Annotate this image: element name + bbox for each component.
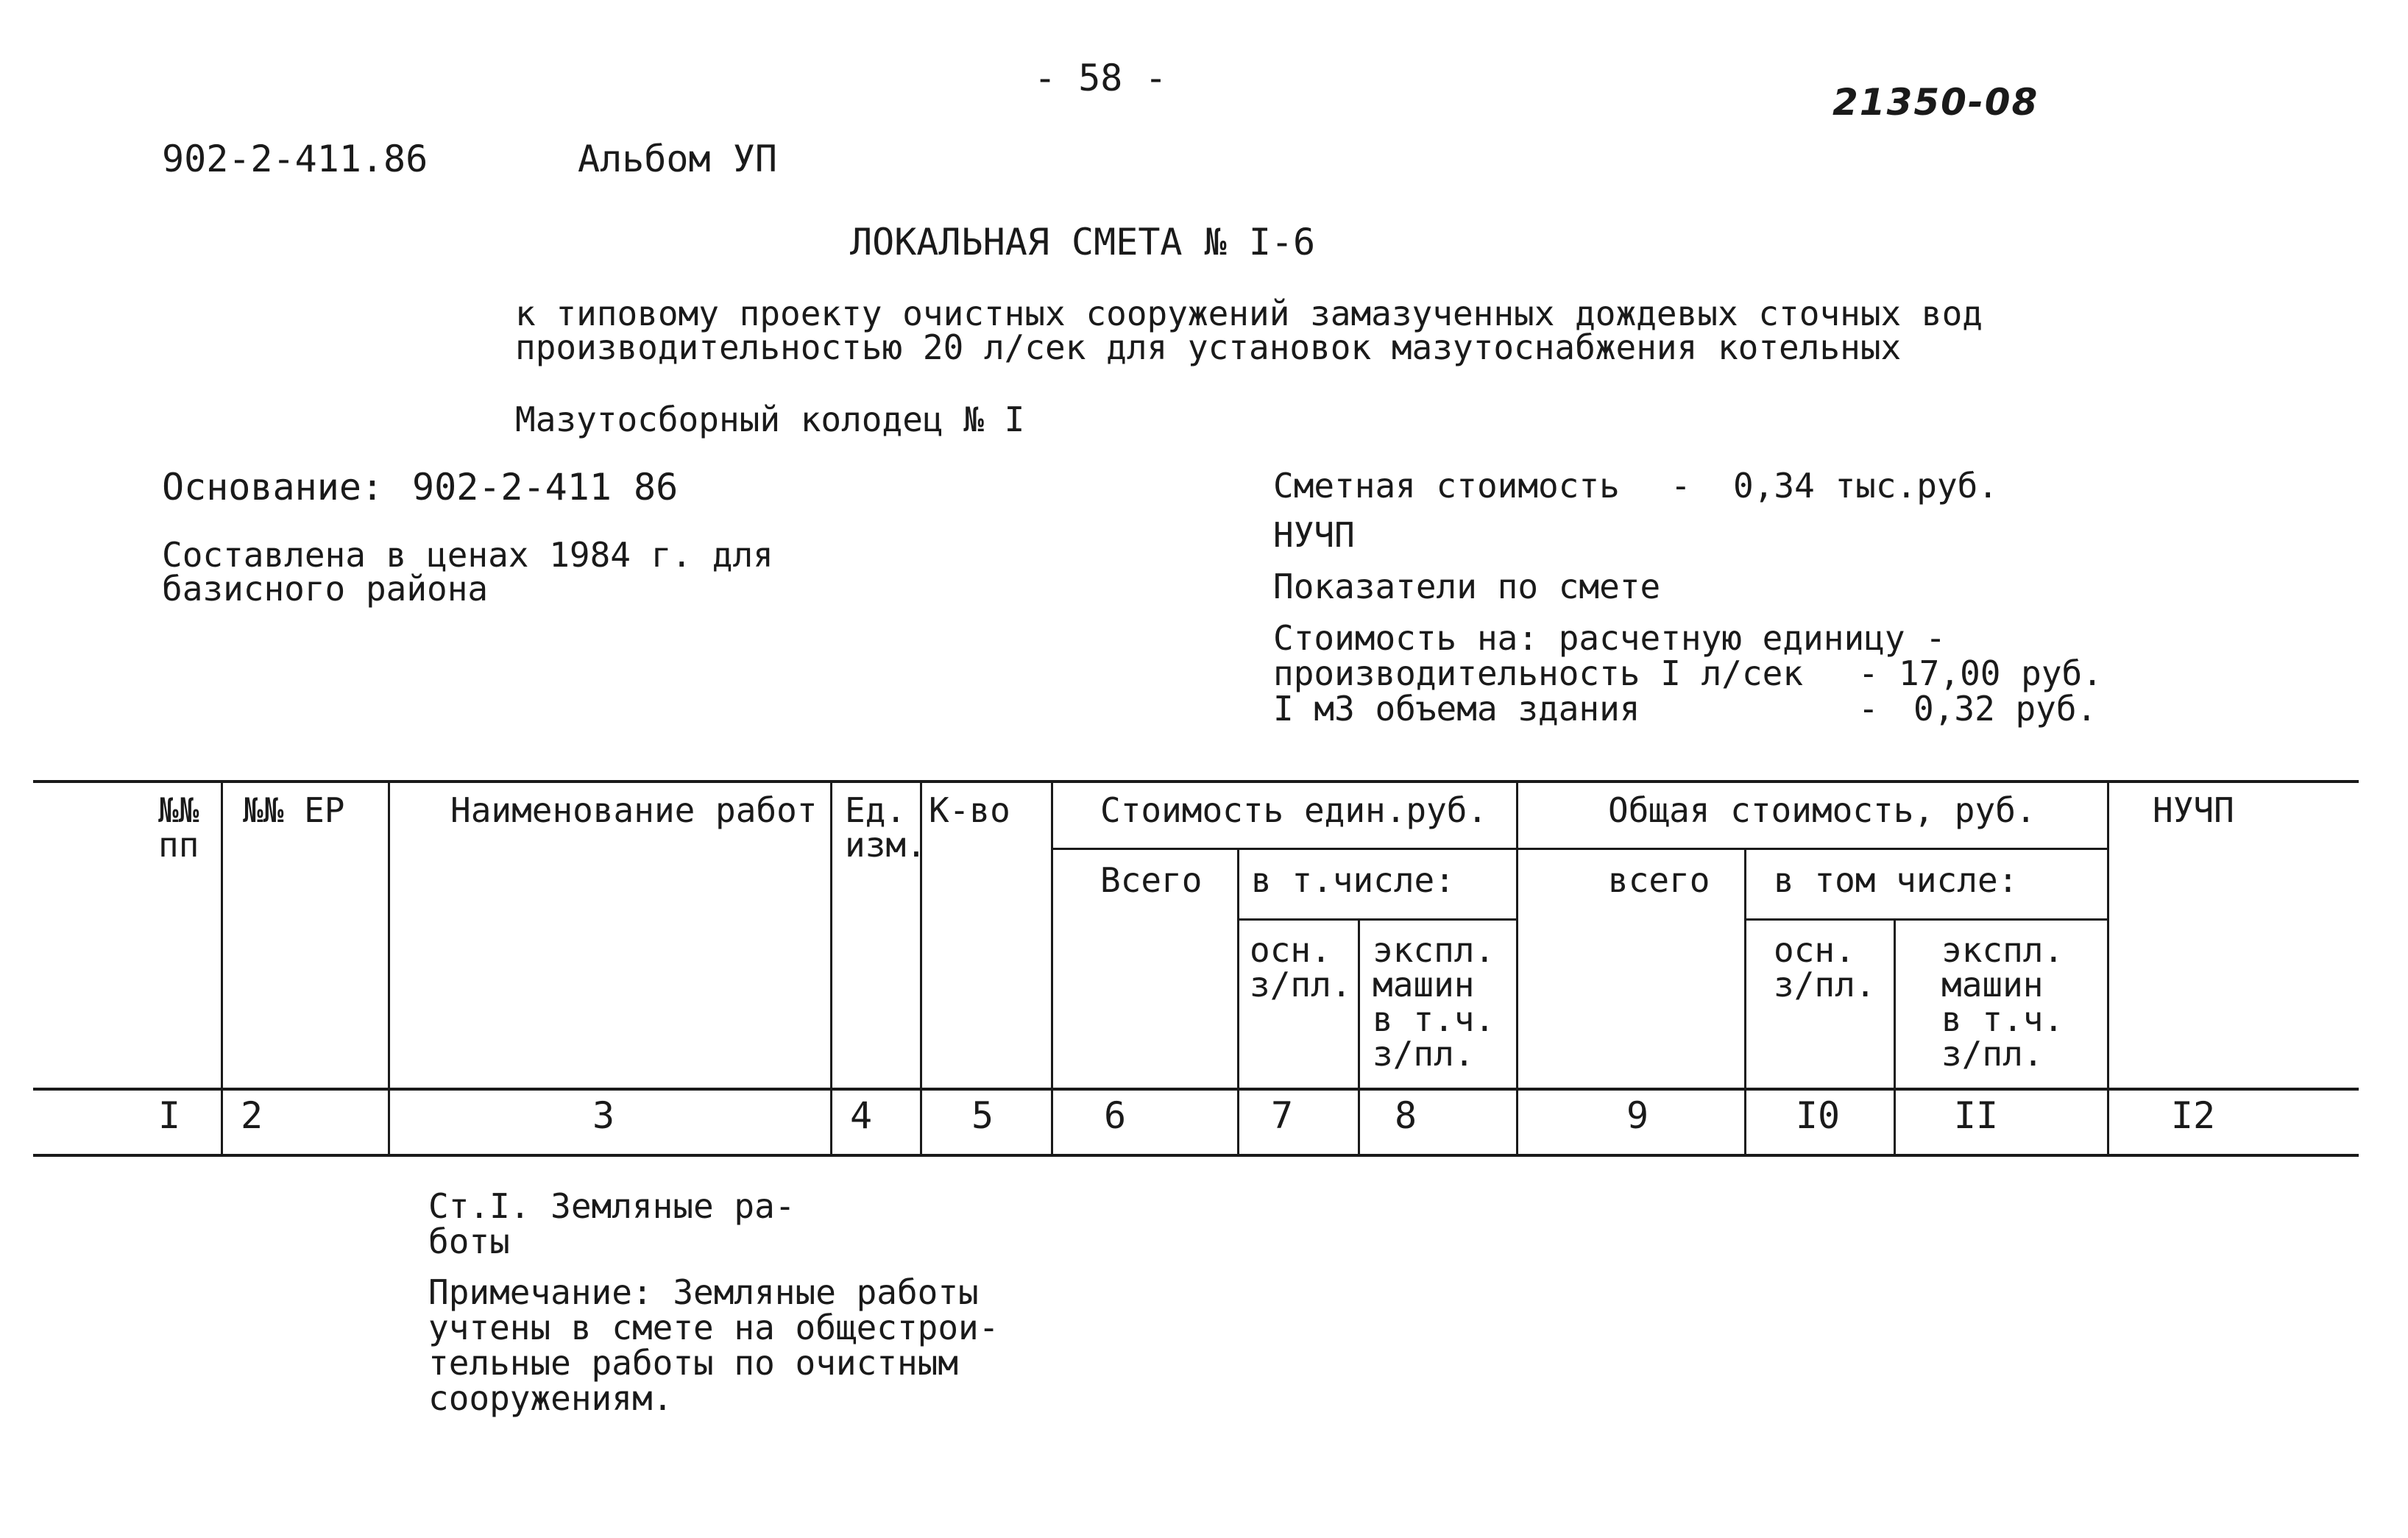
- header-unit-machines: экспл. машин в т.ч. з/пл.: [1373, 930, 1495, 1074]
- column-number: II: [1953, 1094, 1999, 1137]
- header-total: всего: [1608, 860, 1710, 900]
- col-divider-7: [1358, 918, 1360, 1155]
- column-number: 3: [592, 1094, 615, 1137]
- capacity-label: производительность I л/сек: [1273, 653, 1804, 693]
- column-number: I: [157, 1094, 181, 1137]
- estimated-cost-value: 0,34 тыс.руб.: [1733, 466, 1999, 506]
- header-total-base-wage: осн. з/пл.: [1774, 930, 1876, 1004]
- header-quantity: К-во: [929, 790, 1010, 830]
- unit-cost-group-rule: [1052, 848, 1518, 850]
- handwritten-document-code: 21350-08: [1832, 81, 2039, 124]
- col-divider-6: [1237, 848, 1239, 1155]
- earthworks-note: Примечание: Земляные работы учтены в смете на общестрои- тельные работы по очистным сооружениям.: [428, 1272, 999, 1418]
- indicators-label: Показатели по смете: [1273, 567, 1661, 606]
- table-top-rule: [33, 780, 2359, 783]
- col-divider-9: [1744, 848, 1746, 1155]
- nuchp-label: НУЧП: [1273, 515, 1355, 555]
- header-total-machines: экспл. машин в т.ч. з/пл.: [1941, 930, 2064, 1074]
- col-divider-10: [1894, 918, 1896, 1155]
- subtitle-line-2: производительностью 20 л/сек для установок мазутоснабжения котельных: [515, 327, 1902, 367]
- section-earthworks: Ст.I. Земляные ра- боты: [428, 1186, 796, 1261]
- column-number: 8: [1394, 1094, 1417, 1137]
- col-divider-3: [830, 780, 832, 1155]
- estimated-cost-dash: -: [1671, 466, 1691, 506]
- header-unit-cost-group: Стоимость един.руб.: [1100, 790, 1488, 830]
- col-divider-1: [221, 780, 223, 1155]
- column-number: 7: [1270, 1094, 1294, 1137]
- basis-value: 902-2-411 86: [412, 466, 679, 508]
- col-divider-8: [1516, 780, 1518, 1155]
- object-name: Мазутосборный колодец № I: [515, 400, 1025, 439]
- col-divider-2: [388, 780, 390, 1155]
- col-divider-5: [1051, 780, 1053, 1155]
- header-unit: Ед. изм.: [845, 790, 927, 865]
- column-number: 2: [240, 1094, 263, 1137]
- volume-label: I м3 объема здания: [1273, 689, 1640, 729]
- prices-line-1: Составлена в ценах 1984 г. для: [162, 535, 773, 575]
- unit-cost-line: Стоимость на: расчетную единицу -: [1273, 618, 1946, 658]
- page-number: - 58 -: [1034, 57, 1167, 99]
- column-number: 4: [849, 1094, 873, 1137]
- estimate-title: ЛОКАЛЬНАЯ СМЕТА № I-6: [850, 221, 1316, 263]
- header-unit-base-wage: осн. з/пл.: [1250, 930, 1352, 1004]
- volume-dash: -: [1858, 689, 1879, 729]
- header-bottom-rule: [33, 1088, 2359, 1091]
- prices-line-2: базисного района: [162, 569, 489, 609]
- project-code: 902-2-411.86: [162, 138, 428, 180]
- header-work-name: Наименование работ: [450, 790, 818, 830]
- volume-value: 0,32 руб.: [1913, 689, 2097, 729]
- estimated-cost-label: Сметная стоимость: [1273, 466, 1620, 506]
- column-numbers-bottom-rule: [33, 1154, 2359, 1157]
- capacity-dash: -: [1858, 653, 1879, 693]
- header-unit-total: Всего: [1100, 860, 1203, 900]
- header-total-cost-group: Общая стоимость, руб.: [1608, 790, 2036, 830]
- header-er-number: №№ ЕР: [243, 790, 345, 830]
- header-row-number: №№ пп: [158, 790, 199, 865]
- column-number: 9: [1626, 1094, 1649, 1137]
- capacity-value: 17,00 руб.: [1899, 653, 2103, 693]
- header-nuchp: НУЧП: [2153, 790, 2234, 830]
- column-number: I0: [1795, 1094, 1841, 1137]
- total-cost-group-rule: [1518, 848, 2108, 850]
- album-label: Альбом УП: [578, 138, 777, 180]
- column-number: 5: [971, 1094, 994, 1137]
- column-number: I2: [2170, 1094, 2216, 1137]
- incl-b-rule: [1746, 918, 2108, 921]
- column-number: 6: [1103, 1094, 1127, 1137]
- basis-label: Основание:: [162, 466, 384, 508]
- incl-a-rule: [1239, 918, 1518, 921]
- col-divider-11: [2107, 780, 2109, 1155]
- header-incl-a: в т.числе:: [1251, 860, 1455, 900]
- subtitle-line-1: к типовому проекту очистных сооружений замазученных дождевых сточных вод: [515, 294, 1983, 333]
- header-incl-b: в том числе:: [1774, 860, 2019, 900]
